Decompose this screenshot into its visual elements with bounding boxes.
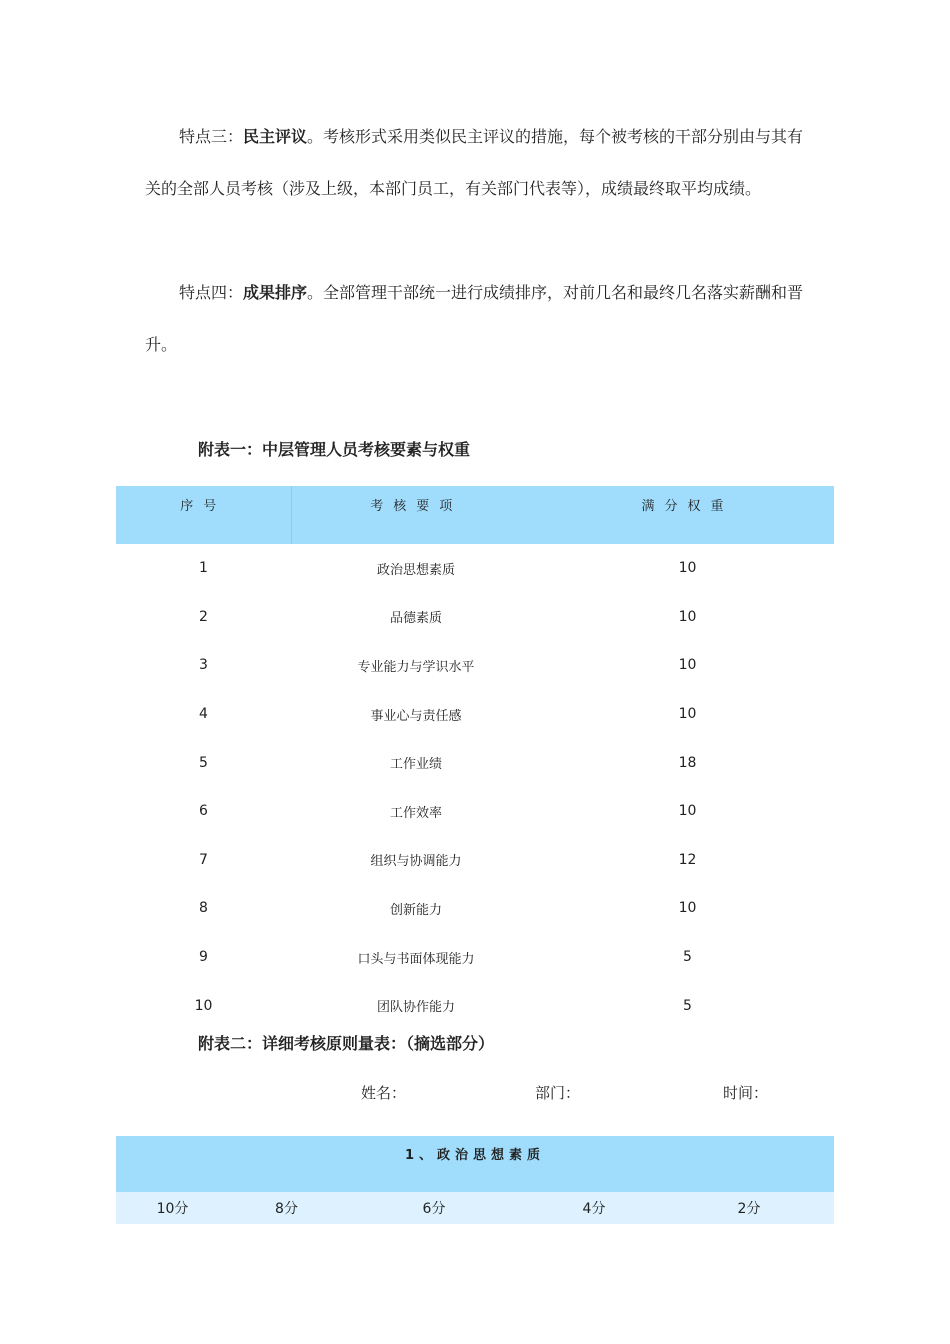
- header-score: 满分权重: [541, 486, 834, 544]
- row-score: 10: [678, 657, 697, 674]
- feature-3-bold: 民主评议: [243, 127, 308, 146]
- score-cell: 8分: [229, 1192, 344, 1224]
- header-item: 考核要项: [291, 486, 541, 544]
- feature-4-prefix: 特点四：: [179, 283, 244, 302]
- table1-title: 附表一：中层管理人员考核要素与权重: [198, 440, 471, 459]
- table2-title: 附表二：详细考核原则量表：（摘选部分）: [198, 1034, 495, 1053]
- criteria-section-row: [116, 1136, 834, 1192]
- feature-3-prefix: 特点三：: [179, 127, 244, 146]
- table-row: [116, 544, 834, 593]
- feature-4-text: 。全部管理干部统一进行成绩排序，对前几名和最终几名落实薪酬和晋升。: [145, 283, 804, 354]
- row-item: 工作业绩: [389, 757, 442, 773]
- row-item: 创新能力: [389, 902, 442, 918]
- table-row: [116, 690, 834, 739]
- table-row: [116, 836, 834, 885]
- row-score: 10: [678, 560, 697, 577]
- score-cell: 2分: [664, 1192, 834, 1224]
- row-number: 6: [199, 803, 208, 820]
- row-item: 口头与书面体现能力: [357, 951, 475, 967]
- paragraph-feature-4: [145, 267, 805, 371]
- score-cell: 4分: [524, 1192, 664, 1224]
- row-item: 品德素质: [389, 611, 442, 627]
- row-number: 5: [199, 754, 208, 771]
- row-score: 18: [678, 754, 697, 771]
- row-item: 事业心与责任感: [370, 708, 462, 724]
- row-number: 4: [199, 706, 208, 723]
- table-row: [116, 641, 834, 690]
- row-item: 组织与协调能力: [370, 854, 462, 870]
- criteria-table: [116, 1136, 834, 1224]
- department-label: 部门：: [535, 1084, 581, 1102]
- score-cell: 10分: [116, 1192, 229, 1224]
- header-no: 序号: [116, 486, 291, 544]
- row-number: 9: [199, 949, 208, 966]
- table-row: [116, 884, 834, 933]
- table-header-row: [116, 486, 834, 544]
- feature-3-text: 。考核形式采用类似民主评议的措施，每个被考核的干部分别由与其有关的全部人员考核（涉及上级，本部门员工，有关部门代表等），成绩最终取平均成绩。: [145, 127, 804, 198]
- weight-table: [116, 486, 834, 1030]
- criteria-section-title: 1、政治思想素质: [116, 1136, 834, 1192]
- row-item: 政治思想素质: [376, 562, 455, 578]
- row-score: 10: [678, 803, 697, 820]
- row-score: 10: [678, 608, 697, 625]
- score-cell: 6分: [344, 1192, 524, 1224]
- table-row: [116, 593, 834, 642]
- row-item: 团队协作能力: [376, 1000, 455, 1016]
- table-row: [116, 933, 834, 982]
- feature-4-bold: 成果排序: [243, 283, 308, 302]
- row-score: 12: [678, 851, 697, 868]
- row-number: 10: [194, 997, 213, 1014]
- row-score: 5: [683, 997, 692, 1014]
- paragraph-feature-3: [145, 111, 805, 215]
- row-score: 5: [683, 949, 692, 966]
- row-number: 7: [199, 851, 208, 868]
- row-item: 专业能力与学识水平: [357, 659, 475, 675]
- row-number: 1: [199, 560, 208, 577]
- name-label: 姓名：: [361, 1084, 407, 1102]
- time-label: 时间：: [723, 1084, 769, 1102]
- criteria-score-row: [116, 1192, 834, 1224]
- row-score: 10: [678, 706, 697, 723]
- table-row: [116, 787, 834, 836]
- row-item: 工作效率: [389, 805, 442, 821]
- row-number: 3: [199, 657, 208, 674]
- table-row: [116, 738, 834, 787]
- row-score: 10: [678, 900, 697, 917]
- row-number: 8: [199, 900, 208, 917]
- row-number: 2: [199, 608, 208, 625]
- table-row: [116, 981, 834, 1030]
